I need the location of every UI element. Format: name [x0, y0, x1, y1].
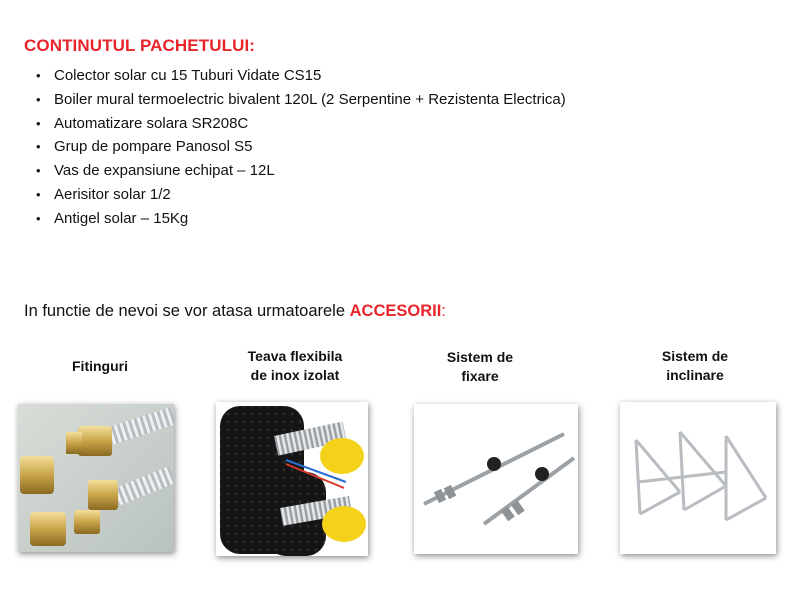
list-item: • Vas de expansiune echipat – 12L	[36, 162, 275, 180]
accessories-intro: In functie de nevoi se vor atasa urmatoarele ACCESORII:	[24, 302, 446, 320]
accessories-highlight: ACCESORII	[349, 302, 442, 320]
caption-fixare: Sistem de fixare	[446, 349, 514, 384]
list-item: • Antigel solar – 15Kg	[36, 209, 189, 227]
list-item: • Aerisitor solar 1/2	[36, 185, 171, 203]
list-item: • Automatizare solara SR208C	[36, 114, 249, 132]
caption-inclinare: Sistem de inclinare	[661, 348, 729, 383]
tilt-system-photo	[620, 402, 776, 554]
insulated-pipe-photo	[216, 402, 368, 556]
caption-fitinguri: Fitinguri	[72, 358, 128, 374]
list-item: • Boiler mural termoelectric bivalent 120L (2 Serpentine + Rezistenta Electrica)	[36, 90, 566, 108]
contents-heading: CONTINUTUL PACHETULUI:	[24, 36, 256, 55]
caption-teava: Teava flexibila de inox izolat	[247, 348, 343, 383]
list-item: • Colector solar cu 15 Tuburi Vidate CS15	[36, 67, 322, 84]
list-item: • Grup de pompare Panosol S5	[36, 138, 253, 156]
fittings-photo	[18, 404, 174, 552]
contents-list	[24, 64, 566, 231]
fixing-system-photo	[414, 404, 578, 554]
